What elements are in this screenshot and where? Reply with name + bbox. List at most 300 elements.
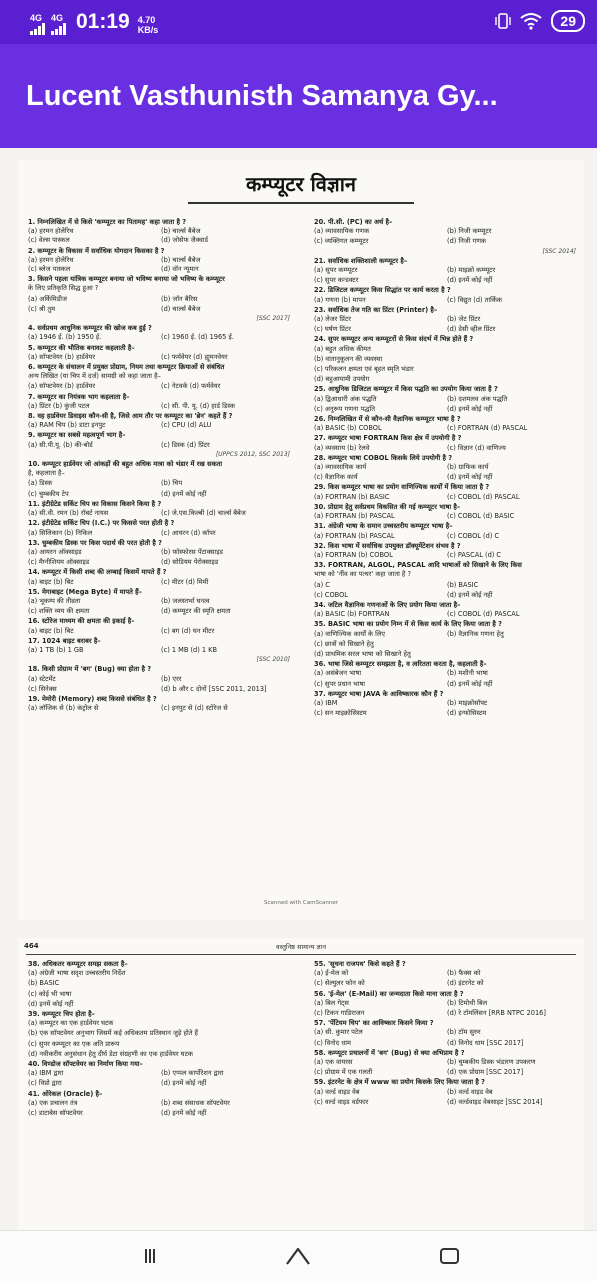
answer-options [28, 1069, 290, 1078]
answer-option: (a) ई-मेल को [314, 969, 349, 978]
question-item [28, 247, 290, 275]
question-text: 6. कम्प्यूटर के संचालन में प्रयुक्त प्रोग्राम, नियम तथा कम्प्यूटर क्रियाओं से संबंधित [28, 363, 225, 372]
question-text: 29. किस कम्प्यूटर भाषा का प्रयोग वाणिज्यिक कार्यों में किया जाता है ? [314, 483, 490, 492]
answer-option: (c) विद्युत (d) तार्किक [447, 295, 502, 304]
network-type-1: 4G [30, 13, 43, 23]
question-text: 33. FORTRAN, ALGOL, PASCAL आदि भाषाओं को सिखाने के लिए किस [314, 561, 522, 570]
answer-option: (a) FORTRAN (b) PASCAL [314, 512, 395, 521]
answer-option: (b) जॉन बैरिस [161, 294, 198, 303]
answer-option: (a) FORTRAN (b) BASIC [314, 492, 390, 501]
answer-option: (b) ग्राफिक कार्य [447, 463, 489, 472]
answer-option: (c) COBOL [314, 590, 348, 599]
answer-option: (c) डाटाबेस सॉफ्टवेयर [28, 1109, 83, 1118]
answer-option: (b) शब्द संसाधक सॉफ्टवेयर [161, 1098, 230, 1107]
question-item [28, 1050, 290, 1059]
answer-option [161, 469, 290, 478]
answer-option: (a) IBM [314, 698, 338, 707]
answer-option: (b) माइक्रोसॉफ्ट [447, 698, 488, 707]
answer-option: (d) निजी गणक [447, 237, 487, 246]
answer-options [28, 284, 290, 293]
answer-option: (a) गणना (b) मापन [314, 295, 366, 304]
question-text: 20. पी.सी. (PC) का अर्थ है– [314, 218, 393, 226]
answer-option: (a) हरमन होलेरिथ [28, 227, 74, 236]
answer-option: (c) COBOL (d) PASCAL [447, 492, 520, 501]
answer-option: (c) सुपर कम्प्यूटर का एक अति प्रारूप [28, 1039, 120, 1048]
answer-options [314, 1028, 576, 1037]
question-text: 28. कम्प्यूटर भाषा COBOL किसके लिये उपयोगी है ? [314, 453, 453, 462]
answer-option [447, 375, 576, 384]
question-item [314, 1068, 576, 1077]
question-item [314, 276, 576, 285]
answer-option: (b) BASIC [447, 580, 479, 589]
question-item [314, 601, 576, 619]
answer-options [314, 650, 576, 659]
answer-options [28, 646, 290, 655]
answer-option: (a) BASIC (b) COBOL [314, 424, 382, 433]
answer-options [314, 1098, 576, 1107]
question-item [314, 561, 576, 579]
question-item [314, 709, 576, 718]
answer-option: (a) बाइट (b) बिट [28, 626, 74, 635]
answer-option: (c) सुपर कन्डक्टर [314, 276, 359, 285]
answer-option [161, 1019, 290, 1028]
answer-option: (a) डिस्क [28, 479, 53, 488]
answer-option: (a) वाणिज्यिक कार्यों के लिए [314, 629, 385, 638]
answer-option: (b) जलस्तर्भा घनत्व [161, 596, 210, 605]
answer-options [314, 979, 576, 988]
question-text: 40. विण्डोज सॉफ्टवेयर का निर्माण किया गया– [28, 1060, 143, 1069]
answer-options [314, 591, 576, 600]
question-item [314, 690, 576, 708]
answer-option: (a) अर्किमिडीज [28, 294, 67, 303]
answer-option: (a) IBM द्वारा [28, 1069, 64, 1078]
question-item [28, 685, 290, 694]
answer-options [314, 669, 576, 678]
question-item [28, 588, 290, 606]
answer-option: (c) आयरन (d) कॉपर [161, 528, 216, 537]
answer-option: (d) सोडियम पेरोक्साइड [161, 558, 219, 567]
answer-option: (b) माइक्रो कम्प्यूटर [447, 266, 496, 275]
answer-options [28, 704, 290, 713]
answer-option: (c) जे.एस.किल्बी (d) चार्ल्स बैबेज [161, 509, 246, 518]
answer-options [314, 266, 576, 275]
question-text: 2. कम्प्यूटर के विकास में सर्वाधिक योगदान किसका है ? [28, 246, 165, 255]
answer-options [314, 296, 576, 305]
answer-options [314, 1009, 576, 1018]
question-item [28, 412, 290, 430]
answer-option: (a) बिल गेट्स [314, 998, 349, 1007]
answer-option: (a) असंबेजन भाषा [314, 669, 362, 678]
app-bar [0, 44, 597, 148]
question-text: 22. डिजिटल कम्प्यूटर किस सिद्धांत पर कार्य करता है ? [314, 286, 451, 295]
answer-options [28, 597, 290, 606]
answer-options [314, 512, 576, 521]
answer-option: (b) चार्ल्स बैबेज [161, 255, 201, 264]
answer-options [314, 375, 576, 384]
question-text: 16. स्टोरेज माध्यम की क्षमता की इकाई है– [28, 617, 135, 626]
answer-option: (a) स्टेटमेंट [28, 674, 56, 683]
question-item [28, 558, 290, 567]
back-button[interactable] [430, 1241, 470, 1271]
answer-options [28, 227, 290, 245]
battery-indicator: 29 [551, 10, 585, 32]
answer-options [28, 1029, 290, 1038]
page-number: 464 [24, 942, 39, 950]
answer-option: (c) डिस्क (d) प्रिंटर [161, 440, 210, 449]
question-item [314, 473, 576, 482]
answer-option: (c) वर्ल्ड वाइड वर्डफार [314, 1097, 369, 1106]
answer-options [28, 1050, 290, 1059]
answer-option: (a) सी.वी. रमन (b) रॉबर्ट नायस [28, 509, 109, 518]
answer-option [447, 570, 576, 579]
question-item [28, 1079, 290, 1088]
question-item [314, 454, 576, 472]
answer-options [28, 1000, 290, 1009]
answer-option: (d) इनमें कोई नहीं [447, 276, 493, 285]
answer-option: (b) वैज्ञानिक गणना हेतु [447, 629, 504, 638]
question-item [314, 1049, 576, 1067]
answer-option: (b) BASIC [28, 979, 60, 988]
answer-option: (a) 1946 ई. (b) 1950 ई. [28, 333, 102, 342]
answer-options [28, 353, 290, 362]
answer-options [28, 469, 290, 478]
answer-option: (c) छात्रों को सिखाने हेतु [314, 639, 374, 648]
question-item [28, 218, 290, 246]
back-icon [438, 1244, 462, 1268]
question-item [28, 960, 290, 978]
answer-options [28, 990, 290, 999]
answer-option: (a) BASIC (b) FORTRAN [314, 610, 390, 619]
question-item [28, 500, 290, 518]
question-item [28, 490, 290, 499]
answer-option: (c) COBOL (d) PASCAL [447, 610, 520, 619]
question-text: 30. प्रोग्राम हेतु सर्वप्रथम विकसित की गई कम्प्यूटर भाषा है– [314, 502, 461, 511]
answer-option: (a) व्यावसायिक गणक [314, 227, 370, 236]
question-item [314, 375, 576, 384]
answer-option: (d) जोसेफ जैक्वार्ड [161, 236, 209, 245]
answer-option: (a) सी. कुमार पटेल [314, 1028, 363, 1037]
question-item [314, 591, 576, 600]
scanner-watermark: Scanned with CamScanner [264, 900, 338, 906]
answer-options [314, 473, 576, 482]
answer-option [447, 365, 576, 374]
answer-options [28, 256, 290, 274]
question-text: 4. सर्वप्रथम आधुनिक कम्प्यूटर की खोज कब हुई ? [28, 324, 152, 333]
question-item [28, 607, 290, 616]
question-item [314, 325, 576, 334]
answer-option: (d) बहुआयामी उपयोग [314, 375, 370, 384]
answer-option: (b) फैक्स को [447, 969, 481, 978]
recent-apps-button[interactable] [130, 1241, 170, 1271]
answer-options [314, 325, 576, 334]
question-item [314, 365, 576, 374]
question-text: 26. निम्नलिखित में से कौन-सी वैज्ञानिक कम्प्यूटर भाषा है ? [314, 415, 461, 424]
question-item [314, 620, 576, 638]
answer-options [28, 441, 290, 450]
answer-option: (d) कम्प्यूटर की स्मृति क्षमता [161, 607, 231, 616]
answer-option: (c) विज्ञान (d) वाणिज्य [447, 443, 506, 452]
question-item [28, 990, 290, 999]
answer-options [28, 421, 290, 430]
answer-options [314, 463, 576, 472]
question-text: 3. किसने पहला यांत्रिक कम्प्यूटर बनाया जो भविष्य बनाया जो भविष्य के कम्प्यूटर [28, 275, 225, 284]
answer-option: (b) फॉस्फोरस पेंटाक्साइड [161, 547, 224, 556]
answer-option: (c) सन माइक्रोसिस्टम [314, 709, 367, 718]
question-item [314, 405, 576, 414]
answer-option: (d) इनमें कोई नहीं [161, 1079, 207, 1088]
answer-option: (a) द्विआधारी अंक पद्धति [314, 394, 377, 403]
question-item [314, 306, 576, 324]
question-text: 11. इंटीग्रेटेड सर्किट चिप का विकास किसने किया है ? [28, 499, 162, 508]
answer-options [28, 1019, 290, 1028]
answer-option: (c) विप्रो द्वारा [28, 1079, 62, 1088]
answer-options [314, 709, 576, 718]
answer-options [28, 509, 290, 518]
question-item [28, 1040, 290, 1049]
question-item [314, 1019, 576, 1037]
answer-option: (c) बग (d) घन मीटर [161, 626, 215, 635]
question-column-right [314, 960, 576, 1108]
question-item [28, 1060, 290, 1078]
question-item [28, 295, 290, 304]
question-item [314, 660, 576, 678]
answer-option: (b) जेट प्रिंटर [447, 315, 481, 324]
answer-option: (c) मैग्नीशियम ऑक्साइड [28, 558, 90, 567]
answer-options [314, 405, 576, 414]
answer-option: (d) वॉन न्यूमान [161, 265, 199, 274]
status-bar [0, 0, 597, 44]
answer-options [314, 1039, 576, 1048]
answer-option: (a) RAM चिप (b) डाटा इनपुट [28, 421, 106, 430]
question-text: 36. भाषा जिसे कम्प्यूटर समझता है, व त्वरितता करता है, कहलाती है– [314, 660, 487, 669]
answer-option [447, 640, 576, 649]
answer-option: (b) एक सॉफ्टवेयर अनुभाग जिसमें कई अधिकतम प्रतिस्थान जुड़े होते हैं [28, 1029, 199, 1038]
answer-option: (b) मशीनी भाषा [447, 669, 488, 678]
answer-options [28, 295, 290, 304]
answer-options [314, 345, 576, 354]
answer-options [28, 333, 290, 342]
answer-option: (a) एक वायरस [314, 1058, 353, 1067]
answer-option: (a) एक प्रचालन तंत्र [28, 1098, 78, 1107]
question-column-right [314, 218, 576, 719]
question-item [314, 542, 576, 560]
question-item [28, 617, 290, 635]
exam-reference: [SSC 2014] [542, 247, 576, 255]
answer-options [28, 558, 290, 567]
home-icon [283, 1244, 313, 1268]
question-text: 37. कम्प्यूटर भाषा JAVA के आविष्कारक कौन हैं ? [314, 689, 444, 698]
app-title: Lucent Vasthunisth Samanya Gy... [26, 80, 498, 112]
answer-option: (c) परिकलन क्षमता एवं बृहत स्मृति भंडार [314, 365, 414, 374]
answer-option: (a) हरमन होलेरिथ [28, 255, 74, 264]
answer-option: (b) वर्ल्ड वाइड वेब [447, 1087, 493, 1096]
answer-options [314, 493, 576, 502]
answer-option: (b) चुम्बकीय डिस्क भंडारण उपकरण [447, 1058, 536, 1067]
home-button[interactable] [278, 1241, 318, 1271]
answer-option: (d) इनमें कोई नहीं [447, 590, 493, 599]
question-text: 8. वह हार्डवेयर डिवाइस कौन-सी है, जिसे आम तौर पर कम्प्यूटर का 'ब्रेन' कहते हैं ? [28, 412, 233, 421]
answer-option: (a) लॉजिक से (b) कंट्रोल से [28, 704, 99, 713]
page-header: वस्तुनिष्ठ सामान्य ज्ञान [276, 943, 326, 951]
answer-option: (c) टिकन गाडिराजन [314, 1009, 365, 1018]
answer-options [28, 305, 290, 314]
question-item [314, 218, 576, 236]
question-text: 12. इंटीग्रेटेड सर्किट चिप (I.C.) पर किससे परत होती है ? [28, 519, 175, 528]
question-text: 7. कम्प्यूटर का नियंत्रक भाग कहलाता है– [28, 392, 130, 401]
answer-option [197, 1050, 290, 1059]
question-item [314, 415, 576, 433]
answer-option: (b) टॉम सुरुर [447, 1028, 481, 1037]
network-speed [138, 15, 159, 35]
answer-option: (b) दशमलव अंक पद्धति [447, 394, 508, 403]
question-text: 41. ओरेकल (Oracle) है– [28, 1089, 103, 1098]
question-item [314, 335, 576, 353]
answer-options [28, 1079, 290, 1088]
question-text: 35. BASIC भाषा का प्रयोग निम्न में से किस कार्य के लिए किया जाता है ? [314, 620, 502, 629]
answer-options [28, 402, 290, 411]
answer-options [28, 675, 290, 684]
question-item [314, 483, 576, 501]
question-item [314, 522, 576, 540]
question-text: 57. 'पेंटियम चिप' का आविष्कार किसने किया ? [314, 1019, 434, 1028]
answer-option: (c) CPU (d) ALU [161, 421, 212, 430]
answer-option [447, 345, 576, 354]
answer-option: (c) नेटवर्क (d) फर्मवेयर [161, 382, 221, 391]
question-text: 17. 1024 बाइट बराबर है– [28, 636, 101, 645]
question-item [314, 503, 576, 521]
answer-options [28, 548, 290, 557]
question-item [28, 1090, 290, 1108]
question-item [28, 460, 290, 478]
question-text: 27. कम्प्यूटर भाषा FORTRAN किस क्षेत्र में उपयोगी है ? [314, 434, 462, 443]
answer-option: (a) 1 TB (b) 1 GB [28, 645, 84, 654]
answer-option: (c) घर्षण प्रिंटर [314, 325, 351, 334]
answer-option: भाषा को 'नींव का पत्थर' कहा जाता है ? [314, 570, 411, 579]
answer-option: (a) सॉफ्टवेयर (b) हार्डवेयर [28, 352, 96, 361]
answer-option: (d) इंटरनेट को [447, 979, 484, 988]
question-text: 15. मेगाबाइट (Mega Byte) में मापते हैं– [28, 587, 142, 596]
question-item [28, 539, 290, 557]
question-text: 58. कम्प्यूटर प्रचालनों में 'बग' (Bug) से क्या अभिप्राय है ? [314, 1048, 465, 1057]
signal-2 [51, 14, 66, 35]
answer-option: (c) चुम्बकीय टेप [28, 489, 69, 498]
answer-option [161, 969, 290, 978]
answer-option: (c) इनपुट से (d) स्टोरेज से [161, 704, 228, 713]
question-item [28, 568, 290, 586]
answer-option: (a) बहुत अधिक कीमत [314, 344, 371, 353]
wifi-icon [519, 11, 543, 31]
question-text: 59. इंटरनेट के क्षेत्र में www का प्रयोग किसके लिए किया जाता है ? [314, 1078, 485, 1087]
question-item [314, 650, 576, 659]
answer-option [161, 1000, 290, 1009]
question-item [314, 680, 576, 689]
answer-option: (c) विनोद धाम [314, 1038, 351, 1047]
answer-option: (c) COBOL (d) BASIC [447, 512, 515, 521]
question-item [28, 695, 290, 713]
question-text: 31. अंग्रेजी भाषा के समान उच्चस्तरीय कम्प्यूटर भाषा है– [314, 522, 453, 531]
question-item [28, 431, 290, 459]
answer-options [314, 551, 576, 560]
answer-options [314, 969, 576, 978]
answer-option: (d) एक प्रोग्राम [SSC 2017] [447, 1068, 524, 1077]
answer-options [314, 680, 576, 689]
answer-option: (b) टिमोथी बिल [447, 998, 488, 1007]
status-left [30, 9, 158, 35]
answer-option: (a) प्रिंटर (b) कुंजी पटल [28, 401, 90, 410]
question-text: 9. कम्प्यूटर का सबसे महत्वपूर्ण भाग है– [28, 431, 126, 440]
answer-option: (a) C [314, 580, 330, 589]
question-item [28, 305, 290, 323]
answer-options [28, 382, 290, 391]
answer-options [314, 1068, 576, 1077]
header-rule [26, 954, 576, 955]
question-item [28, 665, 290, 683]
answer-option: है, कहलाता है– [28, 469, 65, 478]
answer-option: (c) कोई भी भाषा [28, 989, 72, 998]
answer-option: (d) इनमें कोई नहीं [161, 489, 207, 498]
question-text: 34. जटिल वैज्ञानिक गणनाओं के लिए प्रयोग किया जाता है– [314, 600, 461, 609]
answer-option: (c) सुपर प्रधान भाषा [314, 679, 365, 688]
question-item [314, 286, 576, 304]
answer-options [314, 999, 576, 1008]
answer-option: (c) सिनेक्स [28, 684, 57, 693]
question-text: 18. किसी प्रोग्राम में 'बग' (Bug) क्या होता है ? [28, 665, 152, 674]
question-column-left [28, 960, 290, 1119]
exam-reference: [SSC 2017] [256, 315, 290, 323]
answer-options [28, 1040, 290, 1049]
answer-option: (c) शक्ति व्यय की क्षमता [28, 607, 90, 616]
question-item [314, 1098, 576, 1107]
answer-option: (a) व्यवसाय (b) रेलवे [314, 443, 370, 452]
question-item [28, 979, 290, 988]
answer-option: (c) मीटर (d) मिमी [161, 577, 209, 586]
answer-option: (a) सॉफ्टवेयर (b) हार्डवेयर [28, 382, 96, 391]
answer-option: (a) कम्प्यूटर का एक हार्डवेयर घटक [28, 1019, 114, 1028]
question-item [314, 434, 576, 452]
signal-bars-icon [51, 23, 66, 35]
question-text: 5. कम्प्यूटर की भौतिक बनावट कहलाती है– [28, 343, 135, 352]
answer-option: (d) इनमें कोई नहीं [161, 1109, 207, 1118]
answer-options [28, 372, 290, 381]
question-item [28, 393, 290, 411]
document-viewer[interactable] [0, 148, 597, 1230]
answer-option: (d) विनोद धाम [SSC 2017] [447, 1038, 524, 1047]
page-heading: कम्प्यूटर विज्ञान [246, 172, 356, 196]
vibrate-icon [495, 11, 511, 31]
question-text: 1. निम्नलिखित में से किसे 'कम्प्यूटर का पितामह' कहा जाता है ? [28, 218, 187, 226]
answer-option: अन्य लिखित (या चिप में दर्ज) सामग्री को कहा जाता है– [28, 372, 161, 381]
answer-option: (c) 1 MB (d) 1 KB [161, 645, 218, 654]
question-item [314, 990, 576, 1008]
question-item [314, 257, 576, 275]
question-text: 13. चुम्बकीय डिस्क पर किस पदार्थ की परत होती है ? [28, 538, 163, 547]
answer-option: (b) वातानुकूलन की व्यवस्था [314, 354, 383, 363]
answer-options [314, 237, 576, 246]
answer-option: (d) b और c दोनों [SSC 2011, 2013] [161, 684, 267, 693]
answer-option: (a) आयरन ऑक्साइड [28, 547, 82, 556]
answer-option: (c) सी. पी. यू. (d) हार्ड डिस्क [161, 401, 236, 410]
document-page-2 [18, 938, 584, 1238]
answer-option: (d) इन्फोसिस्टम [447, 709, 487, 718]
system-nav-bar [0, 1230, 597, 1281]
answer-option: (c) वैज्ञानिक कार्य [314, 473, 358, 482]
answer-options [314, 630, 576, 639]
answer-options [28, 1109, 290, 1118]
question-item [314, 1039, 576, 1048]
answer-options [28, 685, 290, 694]
signal-bars-icon [30, 23, 45, 35]
answer-option: (d) चार्ल्स बैबेज [161, 304, 201, 313]
